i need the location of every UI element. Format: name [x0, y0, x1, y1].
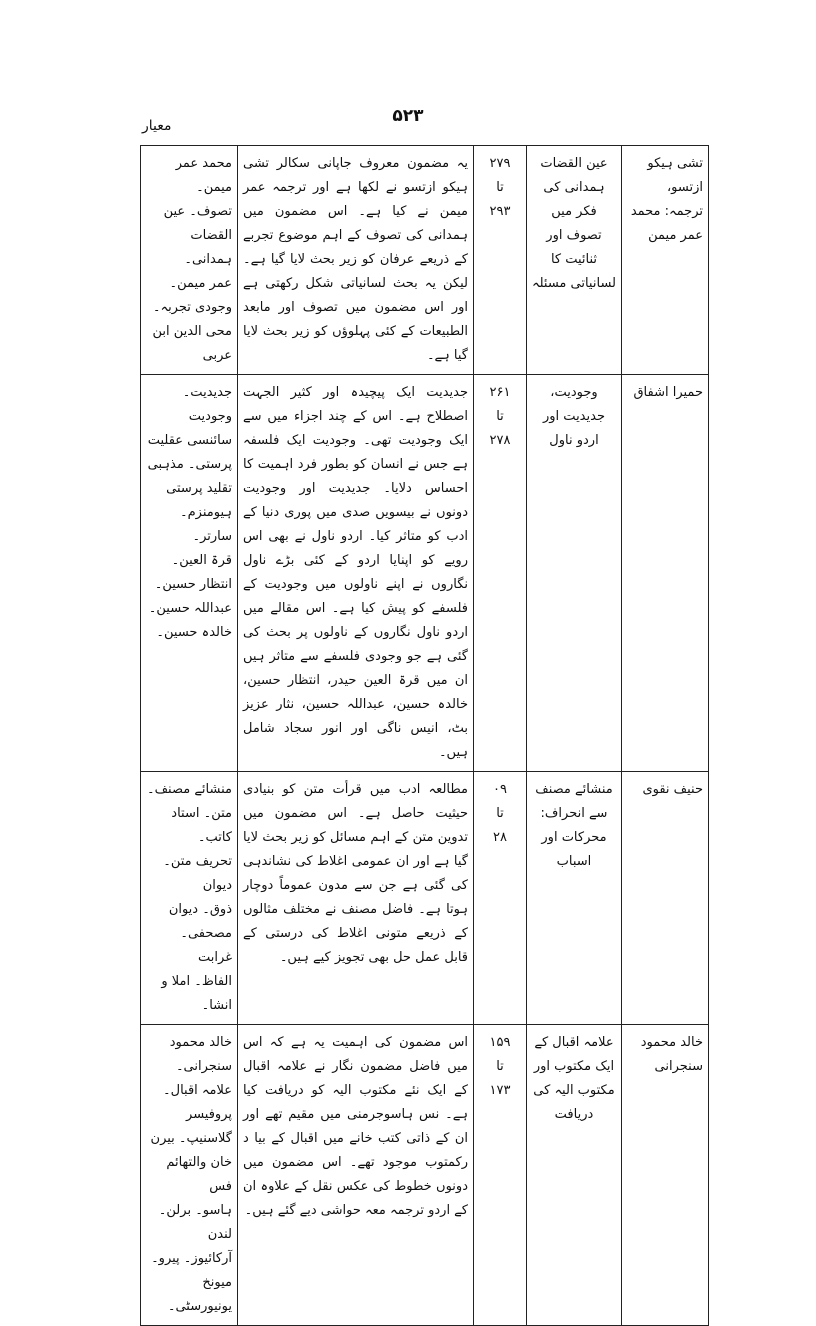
title-cell: علامہ اقبال کے ایک مکتوب اور مکتوب الیہ کی دریافت [527, 1025, 622, 1326]
page-to-word: تا [496, 1059, 504, 1074]
keyword: انتظار حسین۔ [154, 577, 232, 592]
keyword: قرۃ العین۔ [171, 553, 232, 568]
keyword: تصوف۔ عین [163, 204, 232, 219]
index-table [140, 145, 709, 1326]
keyword: تقلید پرستی [166, 481, 232, 496]
keyword: میونخ یونیورسٹی۔ [167, 1275, 232, 1314]
keyword: آرکائیوز۔ پیرو۔ [151, 1251, 232, 1266]
pages-cell [474, 146, 527, 375]
keyword: سائنسی عقلیت [147, 433, 232, 448]
page-to-word: تا [496, 180, 504, 195]
keyword: تحریف متن۔ دیوان [163, 854, 232, 893]
keyword: خالد محمود سنجرانی۔ [169, 1035, 232, 1074]
keyword: علامہ اقبال۔ پروفیسر [163, 1083, 232, 1122]
page-number: ۵۲۳ [392, 106, 424, 126]
title-cell: عین القضات ہمدانی کی فکر میں تصوف اور ثنائیت کا لسانیاتی مسئلہ [527, 146, 622, 375]
summary-cell: اس مضمون کی اہمیت یہ ہے کہ اس میں فاضل مضمون نگار نے علامہ اقبال کے ایک نئے مکتوب الیہ کو دریافت کیا ہے۔ نس ہاسوجرمنی میں مقیم تھے اور ان کے ذاتی کتب خانے میں اقبال کے بیا د رکمتوب موجود تھے۔ اس مضمون میں دونوں خطوط کی عکس نقل کے علاوہ ان کے اردو ترجمہ معہ حواشی دیے گئے ہیں۔ [238, 1025, 474, 1326]
page-to-word: تا [496, 409, 504, 424]
page-to: ۲۷۸ [489, 433, 511, 448]
keyword: ذوق۔ دیوان [168, 902, 232, 917]
page-to: ۲۹۳ [489, 204, 511, 219]
title-cell: منشائے مصنف سے انحراف: محرکات اور اسباب [527, 772, 622, 1025]
page-to: ۲۸ [493, 830, 507, 845]
summary-cell: جدیدیت ایک پیچیدہ اور کثیر الجہت اصطلاح ہے۔ اس کے چند اجزاء میں سے ایک وجودیت تھی۔ وجودیت ایک فلسفہ ہے جس نے انسان کو بطور فرد اہمیت کا احساس دلایا۔ جدیدیت اور وجودیت دونوں نے بیسویں صدی میں پوری دنیا کے ادب کو متاثر کیا۔ اردو ناول نے بھی اس رویے کو اپنایا اردو کے کئی بڑے ناول نگاروں نے اپنے ناولوں میں وجودیت کے فلسفے کو پیش کیا ہے۔ اس مقالے میں اردو ناول نگاروں کے ناولوں پر بحث کی گئی ہے جو وجودی فلسفے سے متاثر ہیں ان میں قرۃ العین حیدر، انتظار حسین، خالدہ حسین، عبداللہ حسین، نثار عزیز بٹ، انیس ناگی اور انور سجاد شامل ہیں۔ [238, 375, 474, 772]
keyword: محمد عمر میمن۔ [175, 156, 232, 195]
page-from: ۲۶۱ [489, 385, 511, 400]
keyword: محی الدین ابن عربی [152, 324, 232, 363]
keywords-cell [141, 1025, 238, 1326]
keyword: گلاسنیپ۔ بیرن [150, 1131, 232, 1146]
keyword: خالدہ حسین۔ [156, 625, 232, 640]
table-row [141, 772, 709, 1025]
page-to: ۱۷۳ [489, 1083, 511, 1098]
keywords-cell [141, 375, 238, 772]
keyword: وجودی تجربہ۔ [152, 300, 232, 315]
author-cell: حنیف نقوی [622, 772, 709, 1025]
author-cell: حمیرا اشفاق [622, 375, 709, 772]
table-row [141, 1025, 709, 1326]
keyword: الفاظ۔ املا و انشا۔ [161, 974, 232, 1013]
keyword: متن۔ استاد کاتب۔ [171, 806, 232, 845]
pages-cell [474, 772, 527, 1025]
summary-cell: یہ مضمون معروف جاپانی سکالر تشی ہیکو ازتسو نے لکھا ہے اور ترجمہ عمر میمن نے کیا ہے۔ اس مضمون میں ہمدانی کی تصوف کے اہم موضوع تجربے کے ذریعے عرفان کو زیر بحث لایا گیا ہے۔ لیکن یہ بحث لسانیاتی شکل رکھتی ہے اور اس مضمون میں تصوف اور مابعد الطبیعات کے کئی پہلوؤں کو زیر بحث لایا گیا ہے۔ [238, 146, 474, 375]
keyword: مصحفی۔ غرابت [180, 926, 232, 965]
keyword: خان والتھائم فس [166, 1155, 232, 1194]
table-row [141, 146, 709, 375]
summary-cell: مطالعہ ادب میں قرأت متن کو بنیادی حیثیت حاصل ہے۔ اس مضمون میں تدوین متن کے اہم مسائل کو زیر بحث لایا گیا ہے اور ان عمومی اغلاط کی نشاندہی کی گئی ہے جن سے مدون عموماً دوچار ہوتا ہے۔ فاضل مصنف نے مختلف مثالوں کے ذریعے متونی اغلاط کی درستی کے قابل عمل حل بھی تجویز کیے ہیں۔ [238, 772, 474, 1025]
table-row [141, 375, 709, 772]
pages-cell [474, 1025, 527, 1326]
keyword: پرستی۔ مذہبی [147, 457, 232, 472]
pages-cell [474, 375, 527, 772]
keyword: عبداللہ حسین۔ [148, 601, 232, 616]
keyword: عمر میمن۔ [169, 276, 232, 291]
keyword: منشائے مصنف۔ [146, 782, 232, 797]
title-cell: وجودیت، جدیدیت اور اردو ناول [527, 375, 622, 772]
keyword: جدیدیت۔ وجودیت [182, 385, 232, 424]
running-head: معیار [142, 118, 172, 134]
page-to-word: تا [496, 806, 504, 821]
author-cell: تشی ہیکو ازتسو، ترجمہ: محمد عمر میمن [622, 146, 709, 375]
page-from: ۰۹ [493, 782, 507, 797]
page-from: ۱۵۹ [489, 1035, 511, 1050]
page-from: ۲۷۹ [489, 156, 511, 171]
keyword: القضات ہمدانی۔ [184, 228, 232, 267]
keywords-cell [141, 146, 238, 375]
author-cell: خالد محمود سنجرانی [622, 1025, 709, 1326]
keyword: ہاسو۔ برلن۔ لندن [158, 1203, 232, 1242]
keyword: ہیومنزم۔ سارتر۔ [180, 505, 232, 544]
keywords-cell [141, 772, 238, 1025]
